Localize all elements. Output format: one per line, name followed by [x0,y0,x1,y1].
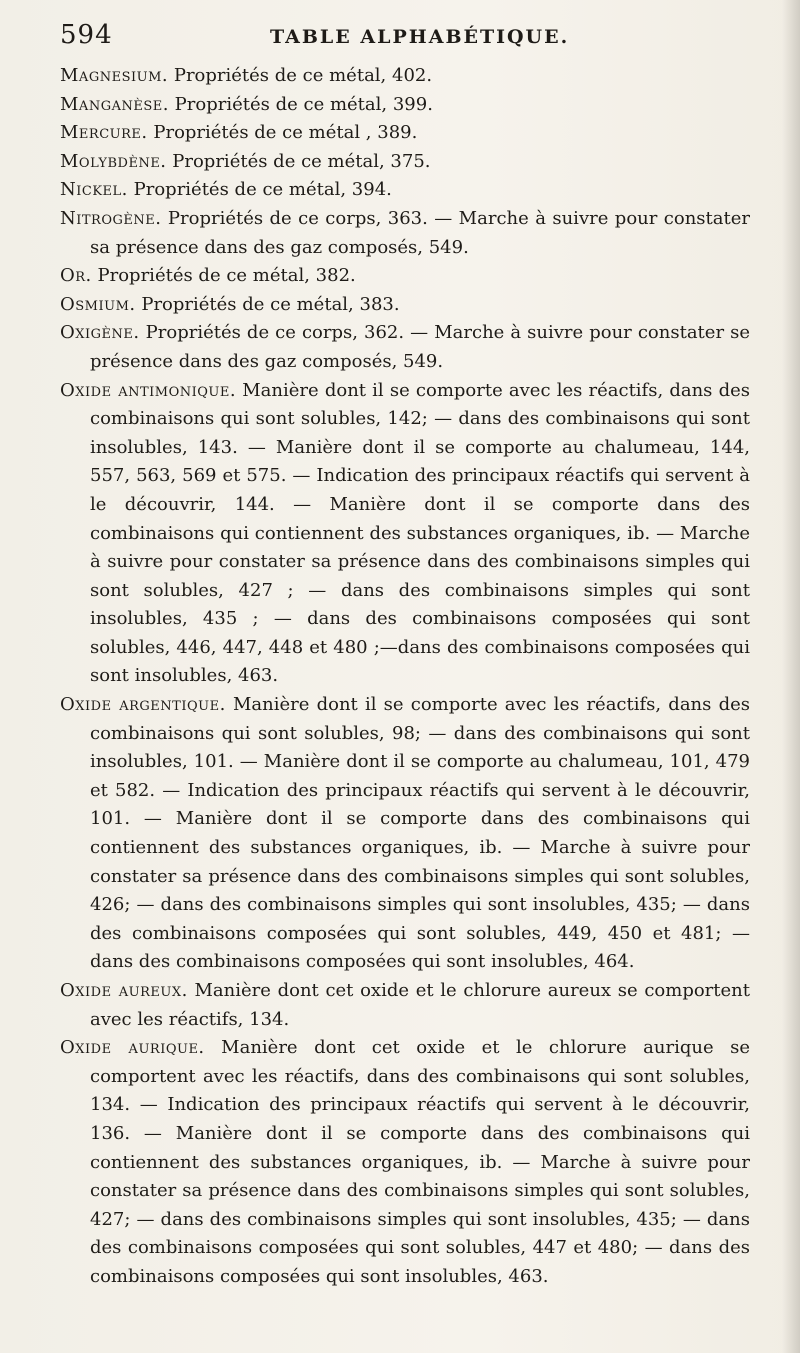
entry-text: Propriétés de ce métal, 375. [166,150,431,172]
entry-term: Nickel. [60,179,128,201]
index-entry [60,119,750,148]
index-entry [60,319,750,376]
page-title: TABLE ALPHABÉTIQUE. [270,26,570,48]
entry-text: Propriétés de ce corps, 363. — Marche à suivre pour constater sa présence dans des gaz composés, 549. [90,207,750,258]
page-bottom [60,1320,750,1321]
entry-term: Mercure. [60,122,148,144]
entry-text: Propriétés de ce métal, 383. [135,293,400,315]
entry-term: Magnesium. [60,65,169,86]
index-entries [60,62,750,1292]
index-entry [60,91,750,120]
entry-term: Oxide argentique. [60,694,226,716]
index-entry [60,262,750,291]
running-head [60,20,750,54]
entry-text: Manière dont cet oxide et le chlorure aurique se comportent avec les réactifs, dans des combinaisons qui sont solubles, 134. — Indication des principaux réactifs qui servent à le découvrir, 136. — Manière dont il se comporte dans des combinaisons qui contiennent des substances organiques, ib. — Marche à suivre pour constater sa présence dans des combinaisons simples qui sont solubles, 427; — dans des combinaisons simples qui sont insolubles, 435; — dans des combinaisons composées qui sont solubles, 447 et 480; — dans des combinaisons composées qui sont insolubles, 463. [90,1037,750,1287]
entry-term: Osmium. [60,293,136,315]
entry-text: Propriétés de ce métal , 389. [147,122,418,144]
entry-term: Molybdène. [60,150,167,172]
index-entry [60,176,750,205]
index-entry [60,1034,750,1291]
entry-term: Or. [60,265,92,287]
index-entry [60,691,750,977]
entry-term: Oxigène. [60,322,140,344]
entry-text: Propriétés de ce métal, 399. [168,93,433,115]
entry-text: Manière dont il se comporte avec les réactifs, dans des combinaisons qui sont solubles, 98; — dans des combinaisons qui sont insolubles, 101. — Manière dont il se comporte au chalumeau, 101, 479 et 582. — Indication des principaux réactifs qui servent à le découvrir, 101. — Manière dont il se comporte dans des combinaisons qui contiennent des substances organiques, ib. — Marche à suivre pour constater sa présence dans des combinaisons simples qui sont solubles, 426; — dans des combinaisons simples qui sont insolubles, 435; — dans des combinaisons composées qui sont solubles, 449, 450 et 481; — dans des combinaisons composées qui sont insolubles, 464. [90,694,750,973]
index-entry [60,377,750,692]
index-entry [60,62,750,91]
page-edge-shadow [782,0,800,1353]
index-entry [60,977,750,1034]
entry-text: Propriétés de ce métal, 394. [127,179,392,201]
entry-term: Oxide aureux. [60,980,188,1001]
entry-term: Manganèse. [60,93,169,115]
entry-term: Nitrogène. [60,207,162,229]
index-entry [60,291,750,320]
index-entry [60,148,750,177]
page-number: 594 [60,20,113,50]
entry-term: Oxide antimonique. [60,379,237,401]
entry-text: Propriétés de ce métal, 382. [91,265,356,287]
entry-text: Propriétés de ce corps, 362. — Marche à suivre pour constater se présence dans des gaz composés, 549. [90,322,750,372]
entry-term: Oxide aurique. [60,1037,205,1059]
entry-text: Manière dont il se comporte avec les réactifs, dans des combinaisons qui sont solubles, 142; — dans des combinaisons qui sont insolubles, 143. — Manière dont il se comporte au chalumeau, 144, 557, 563, 569 et 575. — Indication des principaux réactifs qui servent à le découvrir, 144. — Manière dont il se comporte dans des combinaisons qui contiennent des substances organiques, ib. — Marche à suivre pour constater sa présence dans des combinaisons simples qui sont solubles, 427 ; — dans des combinaisons simples qui sont insolubles, 435 ; — dans des combinaisons composées qui sont solubles, 446, 447, 448 et 480 ;—dans des combinaisons composées qui sont insolubles, 463. [90,379,750,687]
entry-text: Manière dont cet oxide et le chlorure aureux se comportent avec les réactifs, 134. [90,980,750,1030]
entry-text: Propriétés de ce métal, 402. [168,65,433,86]
index-entry [60,205,750,262]
